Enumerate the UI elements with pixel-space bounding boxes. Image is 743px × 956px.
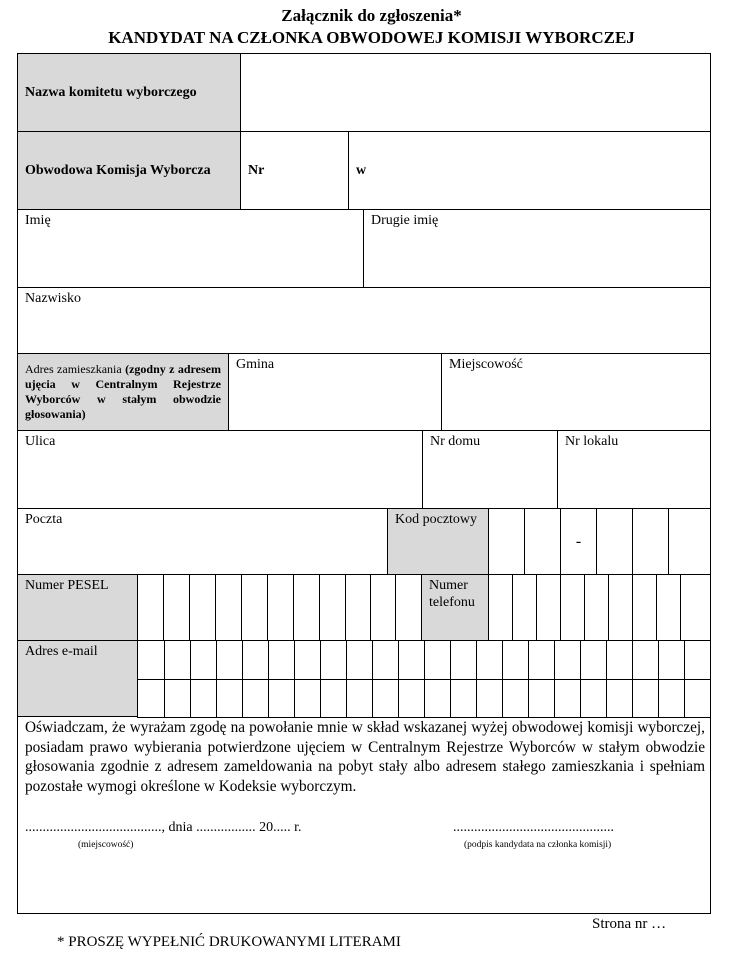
email-grid-divider: [372, 641, 373, 717]
email-grid-divider: [606, 641, 607, 717]
post-office-field[interactable]: [18, 509, 388, 575]
email-grid-divider: [450, 641, 451, 717]
house-number-label: Nr domu: [430, 434, 481, 449]
email-grid-divider: [242, 641, 243, 717]
locality-field[interactable]: [442, 354, 710, 431]
pesel-digit[interactable]: [320, 575, 346, 641]
nr-label: Nr: [248, 163, 265, 178]
postal-code-label: Kod pocztowy: [395, 512, 478, 527]
place-caption: (miejscowość): [78, 840, 134, 850]
committee-name-label: Nazwa komitetu wyborczego: [25, 85, 197, 100]
email-grid-divider: [554, 641, 555, 717]
footer-note: * PROSZĘ WYPEŁNIĆ DRUKOWANYMI LITERAMI: [57, 934, 401, 950]
pesel-label-cell: [18, 575, 138, 641]
email-grid-divider: [294, 641, 295, 717]
email-grid-divider: [190, 641, 191, 717]
phone-digit[interactable]: [681, 575, 710, 641]
email-grid-divider: [424, 641, 425, 717]
post-office-label: Poczta: [25, 512, 63, 527]
street-field[interactable]: [18, 431, 423, 509]
email-grid-divider: [320, 641, 321, 717]
pesel-digit[interactable]: [371, 575, 396, 641]
email-grid-divider: [268, 641, 269, 717]
email-grid-divider: [684, 641, 685, 717]
house-number-field[interactable]: [423, 431, 558, 509]
postal-code-separator: [561, 509, 597, 575]
first-name-label: Imię: [25, 213, 51, 228]
pesel-digit[interactable]: [138, 575, 164, 641]
pesel-digit[interactable]: [242, 575, 268, 641]
phone-label-cell: [422, 575, 489, 641]
place-date-line[interactable]: ......................................., dnia ................. 20..... r.: [25, 820, 302, 835]
surname-field[interactable]: [18, 288, 710, 354]
locality-label: Miejscowość: [449, 357, 523, 372]
postal-code-digit-5[interactable]: [669, 509, 710, 575]
phone-digit[interactable]: [513, 575, 537, 641]
phone-digit[interactable]: [633, 575, 657, 641]
email-grid-divider: [398, 641, 399, 717]
postal-code-digit-4[interactable]: [633, 509, 669, 575]
address-note: (zgodny z adresem ujęcia w Centralnym Rejestrze Wyborców w stałym obwodzie głosowania): [25, 362, 221, 421]
first-name-field[interactable]: [18, 210, 364, 288]
pesel-label: Numer PESEL: [25, 578, 109, 593]
address-label-cell: [18, 354, 229, 431]
signature-caption: (podpis kandydata na członka komisji): [464, 840, 612, 850]
surname-label: Nazwisko: [25, 291, 81, 306]
email-grid-divider: [502, 641, 503, 717]
phone-digit[interactable]: [561, 575, 585, 641]
postal-code-digit-3[interactable]: [597, 509, 633, 575]
second-name-label: Drugie imię: [371, 213, 439, 228]
email-label: Adres e-mail: [25, 644, 98, 659]
email-grid-divider: [346, 641, 347, 717]
email-grid-divider: [658, 641, 659, 717]
email-grid-divider: [476, 641, 477, 717]
committee-name-label-cell: [18, 54, 241, 132]
declaration-text: Oświadczam, że wyrażam zgodę na powołanie mnie w skład wskazanej wyżej obwodowej komisji wyborczej, posiadam prawo wybierania potwierdzone ujęciem w Centralnym Rejestrze Wyborców w stałym obwodzie głosowania zgodnie z adresem zameldowania na pobyt stały albo adresem stałego zamieszkania i spełniam pozostałe wymogi określone w Kodeksie wyborczym.: [25, 719, 705, 795]
signature-line[interactable]: ..............................................: [453, 820, 614, 835]
pesel-digit[interactable]: [294, 575, 320, 641]
phone-digit[interactable]: [609, 575, 633, 641]
street-label: Ulica: [25, 434, 56, 449]
commission-label: Obwodowa Komisja Wyborcza: [25, 163, 211, 178]
form-subtitle: KANDYDAT NA CZŁONKA OBWODOWEJ KOMISJI WYBORCZEJ: [108, 28, 635, 47]
postal-code-label-cell: [388, 509, 489, 575]
postal-code-digit-2[interactable]: [525, 509, 561, 575]
email-grid-divider: [528, 641, 529, 717]
email-label-cell: [18, 641, 138, 717]
phone-label: Numer telefonu: [429, 578, 475, 610]
form-title: Załącznik do zgłoszenia*: [281, 6, 462, 25]
commission-location-input[interactable]: [349, 132, 710, 210]
municipality-label: Gmina: [236, 357, 275, 372]
email-grid-divider: [580, 641, 581, 717]
commission-number-input[interactable]: [241, 132, 349, 210]
page-number: Strona nr …: [592, 916, 667, 932]
pesel-digit[interactable]: [396, 575, 422, 641]
municipality-field[interactable]: [229, 354, 442, 431]
commission-label-cell: [18, 132, 241, 210]
pesel-digit[interactable]: [164, 575, 190, 641]
email-grid-divider: [216, 641, 217, 717]
w-label: w: [356, 163, 367, 178]
pesel-digit[interactable]: [268, 575, 294, 641]
phone-digit[interactable]: [537, 575, 561, 641]
committee-name-input[interactable]: [241, 54, 710, 132]
phone-digit[interactable]: [585, 575, 609, 641]
flat-number-field[interactable]: [558, 431, 710, 509]
address-label: Adres zamieszkania: [25, 362, 122, 376]
pesel-digit[interactable]: [190, 575, 216, 641]
second-name-field[interactable]: [364, 210, 710, 288]
phone-digit[interactable]: [489, 575, 513, 641]
flat-number-label: Nr lokalu: [565, 434, 619, 449]
email-grid-divider: [632, 641, 633, 717]
postal-code-dash: -: [575, 533, 582, 550]
phone-digit[interactable]: [657, 575, 681, 641]
postal-code-digit-1[interactable]: [489, 509, 525, 575]
pesel-digit[interactable]: [216, 575, 242, 641]
email-grid-divider: [164, 641, 165, 717]
pesel-digit[interactable]: [346, 575, 371, 641]
